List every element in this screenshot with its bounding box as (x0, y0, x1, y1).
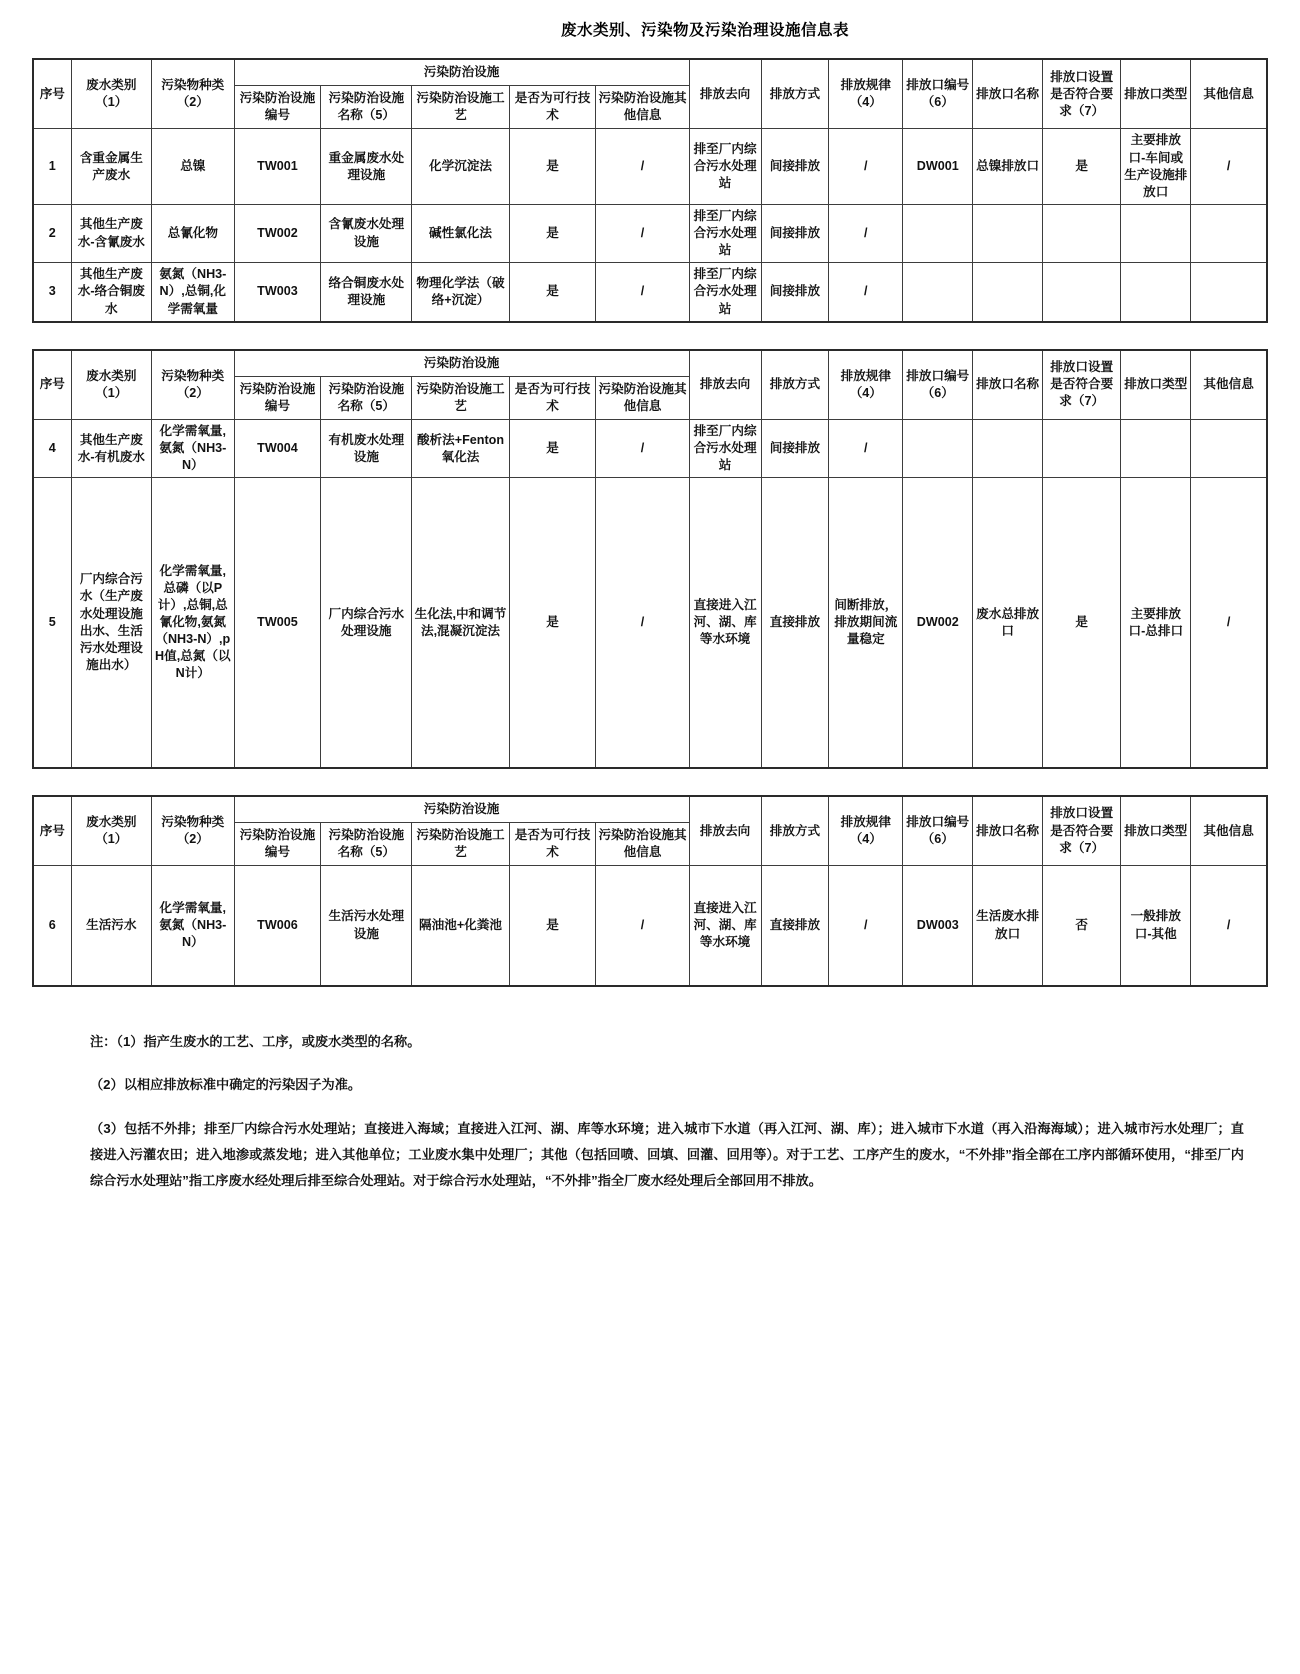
col-header-outlet-conform: 排放口设置是否符合要求（7） (1043, 59, 1121, 129)
cell-outlet-type (1121, 204, 1191, 262)
col-header-outlet-id: 排放口编号（6） (903, 350, 973, 420)
cell-facility-process: 生化法,中和调节法,混凝沉淀法 (412, 478, 509, 768)
cell-outlet-name (973, 204, 1043, 262)
cell-facility-id: TW001 (234, 129, 321, 205)
cell-outlet-id: DW003 (903, 866, 973, 986)
note-1: 注：（1）指产生废水的工艺、工序，或废水类型的名称。 (90, 1033, 421, 1049)
cell-no: 5 (33, 478, 71, 768)
cell-outlet-conform (1043, 420, 1121, 478)
col-header-outlet-id: 排放口编号（6） (903, 796, 973, 866)
cell-discharge-mode: 间接排放 (761, 263, 829, 322)
cell-discharge-rule: / (829, 420, 903, 478)
col-header-facility-other: 污染防治设施其他信息 (596, 376, 689, 419)
col-header-facility-id: 污染防治设施编号 (234, 376, 321, 419)
cell-discharge-dest: 排至厂内综合污水处理站 (689, 129, 761, 205)
cell-facility-other: / (596, 263, 689, 322)
col-header-facility-id: 污染防治设施编号 (234, 823, 321, 866)
col-header-facility-process: 污染防治设施工艺 (412, 86, 509, 129)
cell-other-info: / (1191, 129, 1267, 205)
table-section-3 (0, 795, 1300, 987)
cell-facility-id: TW004 (234, 420, 321, 478)
col-header-discharge-mode: 排放方式 (761, 350, 829, 420)
col-header-facility-name: 污染防治设施名称（5） (321, 376, 412, 419)
cell-facility-id: TW005 (234, 478, 321, 768)
cell-facility-other: / (596, 420, 689, 478)
cell-facility-other: / (596, 478, 689, 768)
cell-outlet-type (1121, 420, 1191, 478)
table-body (33, 129, 1267, 322)
wastewater-table-3 (32, 795, 1268, 987)
col-header-discharge-mode: 排放方式 (761, 59, 829, 129)
cell-outlet-conform (1043, 263, 1121, 322)
col-header-discharge-mode: 排放方式 (761, 796, 829, 866)
cell-discharge-dest: 直接进入江河、湖、库等水环境 (689, 866, 761, 986)
cell-outlet-id (903, 263, 973, 322)
wastewater-table-1 (32, 58, 1268, 323)
cell-discharge-mode: 直接排放 (761, 478, 829, 768)
cell-pollutant-type: 总镍 (152, 129, 235, 205)
col-header-facility-id: 污染防治设施编号 (234, 86, 321, 129)
cell-no: 1 (33, 129, 71, 205)
cell-discharge-dest: 直接进入江河、湖、库等水环境 (689, 478, 761, 768)
table-body (33, 420, 1267, 768)
table-row (33, 129, 1267, 205)
cell-discharge-rule: / (829, 204, 903, 262)
header-row-top (33, 796, 1267, 823)
cell-wastewater-type: 其他生产废水-络合铜废水 (71, 263, 151, 322)
col-header-no: 序号 (33, 350, 71, 420)
cell-facility-other: / (596, 866, 689, 986)
cell-facility-process: 物理化学法（破络+沉淀） (412, 263, 509, 322)
table-row (33, 263, 1267, 322)
table-header (33, 796, 1267, 866)
header-row-top (33, 350, 1267, 377)
table-header (33, 350, 1267, 420)
cell-facility-name: 有机废水处理设施 (321, 420, 412, 478)
col-header-discharge-rule: 排放规律（4） (829, 350, 903, 420)
cell-discharge-mode: 直接排放 (761, 866, 829, 986)
cell-outlet-name (973, 263, 1043, 322)
cell-outlet-id: DW002 (903, 478, 973, 768)
note-3: （3）包括不外排；排至厂内综合污水处理站；直接进入海域；直接进入江河、湖、库等水环境；进入城市下水道（再入江河、湖、库）；进入城市下水道（再入沿海海域）；进入城市污水处理厂；直接进入污灌农田；进入地渗或蒸发地；进入其他单位；工业废水集中处理厂；其他（包括回喷、回填、回灌、回用等）。对于工艺、工序产生的废水，“不外排”指全部在工序内部循环使用，“排至厂内综合污水处理站”指工序废水经处理后排至综合处理站。对于综合污水处理站，“不外排”指全厂废水经处理后全部回用不排放。 (90, 1121, 1244, 1188)
col-header-pollutant-type: 污染物种类（2） (152, 59, 235, 129)
col-header-outlet-name: 排放口名称 (973, 59, 1043, 129)
table-header (33, 59, 1267, 129)
cell-discharge-dest: 排至厂内综合污水处理站 (689, 204, 761, 262)
cell-outlet-name: 生活废水排放口 (973, 866, 1043, 986)
cell-facility-id: TW002 (234, 204, 321, 262)
cell-discharge-rule: / (829, 263, 903, 322)
cell-facility-name: 含氰废水处理设施 (321, 204, 412, 262)
cell-other-info: / (1191, 866, 1267, 986)
cell-other-info: / (1191, 478, 1267, 768)
cell-outlet-conform: 是 (1043, 478, 1121, 768)
col-header-is-feasible: 是否为可行技术 (509, 376, 596, 419)
col-header-pollutant-type: 污染物种类（2） (152, 350, 235, 420)
header-row-top (33, 59, 1267, 86)
col-header-facility-group: 污染防治设施 (234, 796, 689, 823)
col-header-wastewater-type: 废水类别（1） (71, 59, 151, 129)
cell-no: 3 (33, 263, 71, 322)
cell-facility-process: 隔油池+化粪池 (412, 866, 509, 986)
col-header-facility-process: 污染防治设施工艺 (412, 376, 509, 419)
col-header-facility-process: 污染防治设施工艺 (412, 823, 509, 866)
cell-outlet-conform: 否 (1043, 866, 1121, 986)
cell-facility-id: TW006 (234, 866, 321, 986)
table-row (33, 420, 1267, 478)
col-header-facility-other: 污染防治设施其他信息 (596, 86, 689, 129)
col-header-facility-other: 污染防治设施其他信息 (596, 823, 689, 866)
cell-discharge-mode: 间接排放 (761, 420, 829, 478)
col-header-other-info: 其他信息 (1191, 350, 1267, 420)
col-header-facility-name: 污染防治设施名称（5） (321, 86, 412, 129)
col-header-outlet-id: 排放口编号（6） (903, 59, 973, 129)
table-section-2 (0, 349, 1300, 769)
col-header-no: 序号 (33, 796, 71, 866)
col-header-wastewater-type: 废水类别（1） (71, 350, 151, 420)
col-header-outlet-type: 排放口类型 (1121, 350, 1191, 420)
cell-outlet-id: DW001 (903, 129, 973, 205)
cell-is-feasible: 是 (509, 420, 596, 478)
cell-facility-name: 生活污水处理设施 (321, 866, 412, 986)
cell-outlet-type (1121, 263, 1191, 322)
col-header-other-info: 其他信息 (1191, 796, 1267, 866)
col-header-pollutant-type: 污染物种类（2） (152, 796, 235, 866)
cell-facility-process: 化学沉淀法 (412, 129, 509, 205)
page-title: 废水类别、污染物及污染治理设施信息表 (560, 22, 849, 39)
cell-outlet-type: 主要排放口-车间或生产设施排放口 (1121, 129, 1191, 205)
cell-outlet-name: 总镍排放口 (973, 129, 1043, 205)
cell-is-feasible: 是 (509, 129, 596, 205)
cell-other-info (1191, 263, 1267, 322)
cell-is-feasible: 是 (509, 866, 596, 986)
table-row (33, 866, 1267, 986)
cell-facility-process: 碱性氯化法 (412, 204, 509, 262)
col-header-outlet-name: 排放口名称 (973, 350, 1043, 420)
cell-outlet-conform: 是 (1043, 129, 1121, 205)
col-header-facility-group: 污染防治设施 (234, 59, 689, 86)
cell-other-info (1191, 420, 1267, 478)
cell-discharge-dest: 排至厂内综合污水处理站 (689, 263, 761, 322)
cell-pollutant-type: 化学需氧量,氨氮（NH3-N） (152, 866, 235, 986)
table-body (33, 866, 1267, 986)
col-header-is-feasible: 是否为可行技术 (509, 86, 596, 129)
table-row (33, 478, 1267, 768)
cell-wastewater-type: 其他生产废水-有机废水 (71, 420, 151, 478)
cell-outlet-name (973, 420, 1043, 478)
cell-outlet-id (903, 420, 973, 478)
cell-facility-other: / (596, 204, 689, 262)
col-header-discharge-rule: 排放规律（4） (829, 59, 903, 129)
col-header-other-info: 其他信息 (1191, 59, 1267, 129)
cell-facility-name: 厂内综合污水处理设施 (321, 478, 412, 768)
col-header-outlet-type: 排放口类型 (1121, 796, 1191, 866)
cell-wastewater-type: 厂内综合污水（生产废水处理设施出水、生活污水处理设施出水） (71, 478, 151, 768)
cell-no: 4 (33, 420, 71, 478)
cell-facility-name: 络合铜废水处理设施 (321, 263, 412, 322)
cell-outlet-id (903, 204, 973, 262)
cell-outlet-conform (1043, 204, 1121, 262)
wastewater-table-2 (32, 349, 1268, 769)
cell-no: 2 (33, 204, 71, 262)
col-header-outlet-conform: 排放口设置是否符合要求（7） (1043, 796, 1121, 866)
cell-discharge-mode: 间接排放 (761, 204, 829, 262)
col-header-discharge-dest: 排放去向 (689, 350, 761, 420)
table-section-1 (0, 58, 1300, 323)
cell-outlet-type: 一般排放口-其他 (1121, 866, 1191, 986)
cell-wastewater-type: 其他生产废水-含氰废水 (71, 204, 151, 262)
col-header-facility-group: 污染防治设施 (234, 350, 689, 377)
cell-pollutant-type: 化学需氧量,氨氮（NH3-N） (152, 420, 235, 478)
cell-facility-name: 重金属废水处理设施 (321, 129, 412, 205)
cell-no: 6 (33, 866, 71, 986)
cell-discharge-mode: 间接排放 (761, 129, 829, 205)
cell-wastewater-type: 生活污水 (71, 866, 151, 986)
table-row (33, 204, 1267, 262)
col-header-discharge-dest: 排放去向 (689, 796, 761, 866)
note-2: （2）以相应排放标准中确定的污染因子为准。 (90, 1077, 362, 1093)
cell-other-info (1191, 204, 1267, 262)
col-header-outlet-conform: 排放口设置是否符合要求（7） (1043, 350, 1121, 420)
cell-is-feasible: 是 (509, 263, 596, 322)
cell-wastewater-type: 含重金属生产废水 (71, 129, 151, 205)
col-header-facility-name: 污染防治设施名称（5） (321, 823, 412, 866)
cell-outlet-type: 主要排放口-总排口 (1121, 478, 1191, 768)
col-header-wastewater-type: 废水类别（1） (71, 796, 151, 866)
cell-facility-process: 酸析法+Fenton氧化法 (412, 420, 509, 478)
cell-discharge-dest: 排至厂内综合污水处理站 (689, 420, 761, 478)
cell-pollutant-type: 氨氮（NH3-N）,总铜,化学需氧量 (152, 263, 235, 322)
cell-facility-other: / (596, 129, 689, 205)
col-header-outlet-name: 排放口名称 (973, 796, 1043, 866)
cell-is-feasible: 是 (509, 478, 596, 768)
cell-discharge-rule: 间断排放，排放期间流量稳定 (829, 478, 903, 768)
cell-discharge-rule: / (829, 866, 903, 986)
cell-is-feasible: 是 (509, 204, 596, 262)
col-header-outlet-type: 排放口类型 (1121, 59, 1191, 129)
cell-facility-id: TW003 (234, 263, 321, 322)
cell-discharge-rule: / (829, 129, 903, 205)
col-header-no: 序号 (33, 59, 71, 129)
notes-section (0, 1013, 1300, 1242)
col-header-discharge-rule: 排放规律（4） (829, 796, 903, 866)
col-header-is-feasible: 是否为可行技术 (509, 823, 596, 866)
col-header-discharge-dest: 排放去向 (689, 59, 761, 129)
cell-pollutant-type: 总氰化物 (152, 204, 235, 262)
cell-outlet-name: 废水总排放口 (973, 478, 1043, 768)
cell-pollutant-type: 化学需氧量,总磷（以P计）,总铜,总氰化物,氨氮（NH3-N）,pH值,总氮（以N计） (152, 478, 235, 768)
